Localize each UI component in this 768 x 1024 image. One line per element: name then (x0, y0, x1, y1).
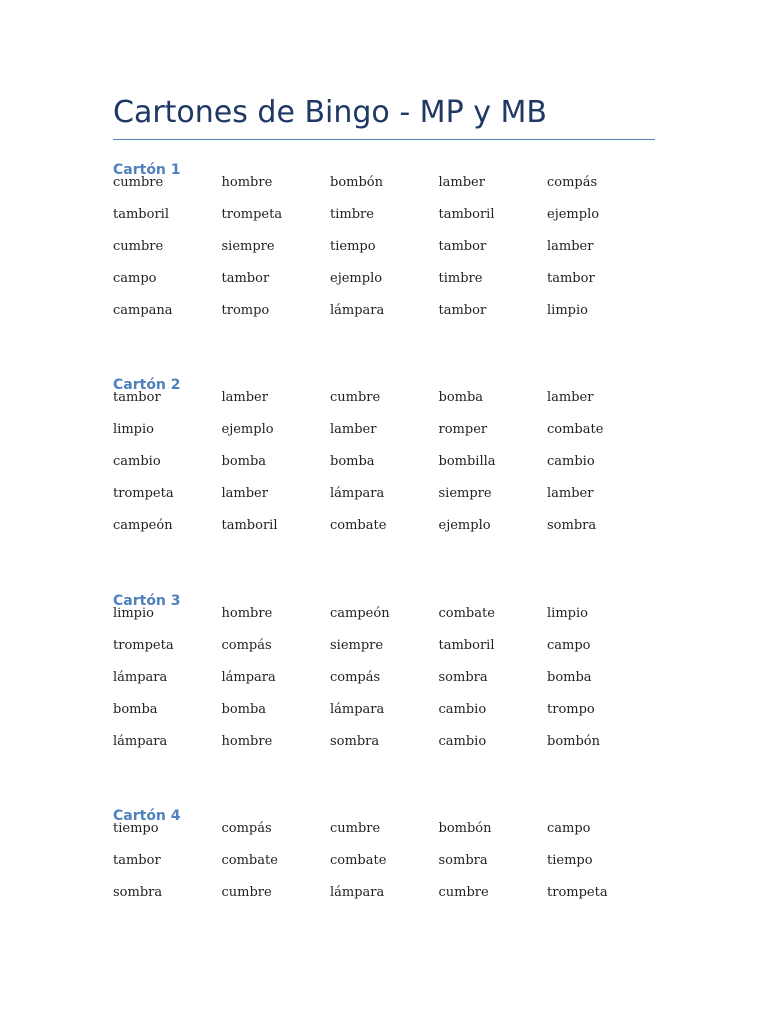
word-cell: tamboril (221, 518, 278, 533)
word-cell: tiempo (547, 853, 593, 868)
word-cell: lámpara (330, 486, 385, 501)
word-cell: cumbre (330, 821, 381, 836)
word-cell: tamboril (438, 638, 495, 653)
word-cell: cambio (547, 454, 595, 469)
title-underline (113, 139, 655, 140)
word-cell: cumbre (113, 175, 164, 190)
word-cell: siempre (330, 638, 384, 653)
word-cell: bomba (330, 454, 375, 469)
word-cell: bombilla (438, 454, 496, 469)
word-cell: hombre (221, 175, 273, 190)
grid-row (113, 303, 655, 335)
grid-row (113, 207, 655, 239)
word-cell: lámpara (113, 734, 168, 749)
word-cell: bombón (330, 175, 383, 190)
word-cell: bomba (221, 454, 267, 469)
word-cell: sombra (438, 670, 488, 685)
grid-row (113, 239, 655, 271)
word-cell: tiempo (330, 239, 376, 254)
grid-row (113, 271, 655, 303)
word-cell: tambor (438, 239, 487, 254)
word-cell: combate (330, 518, 387, 533)
word-cell: bomba (221, 702, 267, 717)
word-cell: tamboril (113, 207, 169, 222)
word-cell: lámpara (330, 885, 385, 900)
word-cell: ejemplo (330, 271, 383, 286)
grid-row (113, 486, 655, 518)
word-cell: compás (330, 670, 381, 685)
word-cell: trompo (547, 702, 595, 717)
word-cell: ejemplo (438, 518, 491, 533)
card-word-grid (113, 175, 655, 335)
word-cell: ejemplo (221, 422, 274, 437)
word-cell: campo (113, 271, 157, 286)
word-cell: cambio (438, 702, 487, 717)
word-cell: trompeta (221, 207, 283, 222)
word-cell: bomba (547, 670, 592, 685)
word-cell: tambor (221, 271, 270, 286)
word-cell: compás (221, 821, 272, 836)
word-cell: bombón (438, 821, 492, 836)
word-cell: romper (438, 422, 488, 437)
grid-row (113, 454, 655, 486)
word-cell: cumbre (438, 885, 489, 900)
word-cell: tiempo (113, 821, 159, 836)
grid-row (113, 821, 655, 853)
word-cell: campo (547, 821, 591, 836)
word-cell: limpio (547, 303, 588, 318)
word-cell: bomba (113, 702, 158, 717)
word-cell: lámpara (330, 303, 385, 318)
word-cell: sombra (547, 518, 597, 533)
document-title: Cartones de Bingo - MP y MB (113, 95, 547, 130)
word-cell: siempre (438, 486, 492, 501)
word-cell: campeón (113, 518, 173, 533)
word-cell: combate (547, 422, 604, 437)
word-cell: lamber (330, 422, 377, 437)
word-cell: combate (221, 853, 278, 868)
word-cell: siempre (221, 239, 275, 254)
word-cell: hombre (221, 734, 273, 749)
word-cell: sombra (330, 734, 380, 749)
card-heading: Cartón 4 (113, 808, 181, 824)
card-word-grid (113, 821, 655, 917)
card-word-grid (113, 606, 655, 766)
word-cell: trompeta (547, 885, 608, 900)
word-cell: lamber (438, 175, 485, 190)
word-cell: trompeta (113, 638, 174, 653)
word-cell: cambio (113, 454, 161, 469)
word-cell: lámpara (330, 702, 385, 717)
word-cell: timbre (438, 271, 483, 286)
word-cell: tamboril (438, 207, 495, 222)
grid-row (113, 702, 655, 734)
word-cell: cambio (438, 734, 487, 749)
grid-row (113, 670, 655, 702)
word-cell: tambor (113, 390, 161, 405)
word-cell: lamber (547, 239, 594, 254)
card-heading: Cartón 2 (113, 377, 181, 393)
word-cell: limpio (113, 606, 154, 621)
grid-row (113, 734, 655, 766)
word-cell: trompo (221, 303, 270, 318)
grid-row (113, 390, 655, 422)
word-cell: cumbre (221, 885, 272, 900)
word-cell: lámpara (113, 670, 168, 685)
word-cell: bomba (438, 390, 484, 405)
card-word-grid (113, 390, 655, 550)
word-cell: compás (547, 175, 598, 190)
grid-row (113, 853, 655, 885)
grid-row (113, 885, 655, 917)
word-cell: limpio (547, 606, 588, 621)
word-cell: ejemplo (547, 207, 600, 222)
word-cell: combate (438, 606, 495, 621)
word-cell: lamber (221, 486, 268, 501)
card-heading: Cartón 1 (113, 162, 181, 178)
word-cell: sombra (438, 853, 488, 868)
word-cell: trompeta (113, 486, 174, 501)
word-cell: tambor (547, 271, 595, 286)
word-cell: lamber (547, 390, 594, 405)
grid-row (113, 175, 655, 207)
word-cell: cumbre (113, 239, 164, 254)
word-cell: campeón (330, 606, 390, 621)
card-heading: Cartón 3 (113, 593, 181, 609)
word-cell: sombra (113, 885, 163, 900)
word-cell: lamber (221, 390, 268, 405)
grid-row (113, 638, 655, 670)
word-cell: hombre (221, 606, 273, 621)
grid-row (113, 606, 655, 638)
word-cell: combate (330, 853, 387, 868)
word-cell: lámpara (221, 670, 276, 685)
word-cell: compás (221, 638, 272, 653)
word-cell: cumbre (330, 390, 381, 405)
word-cell: timbre (330, 207, 374, 222)
grid-row (113, 518, 655, 550)
word-cell: campana (113, 303, 173, 318)
word-cell: limpio (113, 422, 154, 437)
word-cell: tambor (113, 853, 161, 868)
word-cell: campo (547, 638, 591, 653)
grid-row (113, 422, 655, 454)
word-cell: tambor (438, 303, 487, 318)
word-cell: lamber (547, 486, 594, 501)
word-cell: bombón (547, 734, 600, 749)
